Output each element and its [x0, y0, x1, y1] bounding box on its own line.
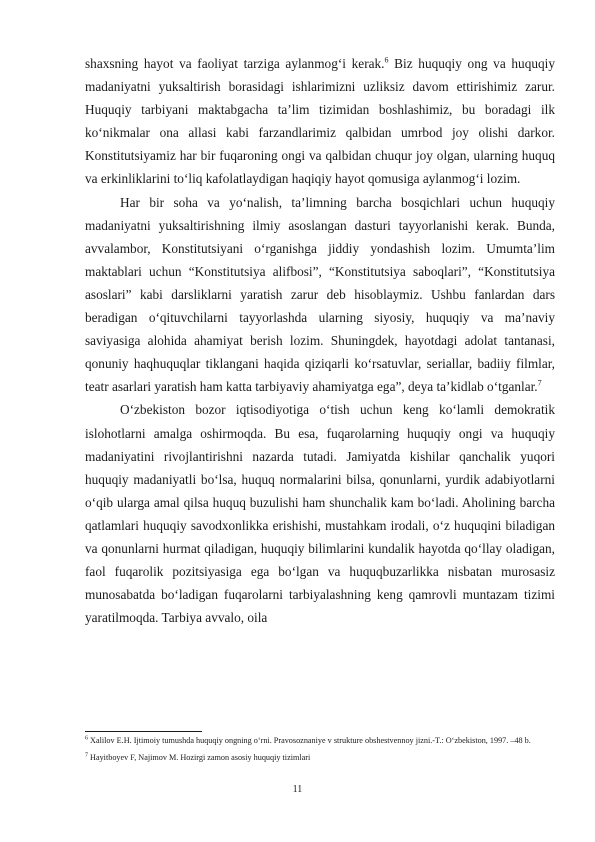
- footnote-7-mark: 7: [85, 752, 88, 759]
- paragraph-1: [85, 52, 555, 191]
- footnote-separator: [85, 731, 202, 732]
- footnote-7-text: Hayitboyev F, Najimov M. Hozirgi zamon asosiy huquqiy tizimlari: [88, 753, 311, 762]
- paragraph-3: [85, 398, 555, 629]
- footnote-7: [85, 752, 555, 764]
- paragraph-3-text: O‘zbekiston bozor iqtisodiyotiga o‘tish uchun keng ko‘lamli demokratik islohotlarni amalga oshirmoqda. Bu esa, fuqarolarning huquqiy ongi va huquqiy madaniyatini rivojlantirishni nazarda tutadi. Jamiyatda kishilar qanchalik yuqori huquqiy madaniyatli bo‘lsa, huquq normalarini bilsa, qonunlarni, yurdik adabiyotlarni o‘qib ularga amal qilsa huquq buzulishi ham shunchalik kam bo‘ladi. Aholining barcha qatlamlari huquqiy savodxonlikka erishishi, mustahkam irodali, o‘z huquqini biladigan va qonunlarni hurmat qiladigan, huquqiy bilimlarini kundalik hayotda qo‘llay oladigan, faol fuqarolik pozitsiyasiga ega bo‘lgan va huquqbuzarlikka nisbatan murosasiz munosabatda bo‘ladigan fuqarolarni tarbiyalashning keng qamrovli muntazam tizimi yaratilmoqda. Tarbiya avvalo, oila: [85, 402, 555, 626]
- footnote-ref-6[interactable]: 6: [384, 55, 389, 65]
- footnote-6: [85, 735, 555, 747]
- page-body: [85, 52, 555, 629]
- footnote-6-text: Xalilov E.H. Ijtimoiy tumushda huquqiy ongning o‘rni. Pravosoznaniye v strukture obshestvennoy jizni.-T.: O‘zbekiston, 1997. –48 b.: [88, 736, 531, 745]
- footnotes: [85, 735, 555, 764]
- page-number: 11: [292, 784, 303, 795]
- paragraph-2-text: Har bir soha va yo‘nalish, ta’limning barcha bosqichlari uchun huquqiy madaniyatni yuksaltirishning ilmiy asoslangan dasturi tayyorlanishi kerak. Bunda, avvalambor, Konstitutsiyani o‘rganishga jiddiy yondashish lozim. Umumta’lim maktablari uchun “Konstitutsiya alifbosi”, “Konstitutsiya saboqlari”, “Konstitutsiya asoslari” kabi darsliklarni yaratish zarur deb hisoblaymiz. Ushbu fanlardan dars beradigan o‘qituvchilarni tayyorlashda ularning siyosiy, huquqiy va ma’naviy saviyasiga alohida ahamiyat berish lozim. Shuningdek, hayotdagi adolat tantanasi, qonuniy haqhuquqlar tiklangani haqida qiziqarli ko‘rsatuvlar, seriallar, badiiy filmlar, teatr asarlari yaratish ham katta tarbiyaviy ahamiyatga ega”, deya ta’kidlab o‘tganlar.: [85, 194, 555, 395]
- paragraph-2: [85, 191, 555, 399]
- paragraph-1-tail: Biz huquqiy ong va huquqiy madaniyatni yuksaltirish borasidagi ishlarimizni uzliksiz davom ettirishimiz zarur. Huquqiy tarbiyani maktabgacha ta’lim tizimidan boshlashimiz, bu boradagi ilk ko‘nikmalar ona allasi kabi farzandlarimiz qalbidan umrbod joy olishi darkor. Konstitutsiyamiz har bir fuqaroning ongi va qalbidan chuqur joy olgan, ularning huquq va erkinliklarini to‘liq kafolatlaydigan haqiqiy hayot qomusiga aylanmog‘i lozim.: [85, 56, 555, 187]
- footnote-ref-7[interactable]: 7: [537, 378, 542, 388]
- paragraph-1-text: shaxsning hayot va faoliyat tarziga aylanmog‘i kerak.: [85, 56, 385, 71]
- footnote-6-mark: 6: [85, 735, 88, 742]
